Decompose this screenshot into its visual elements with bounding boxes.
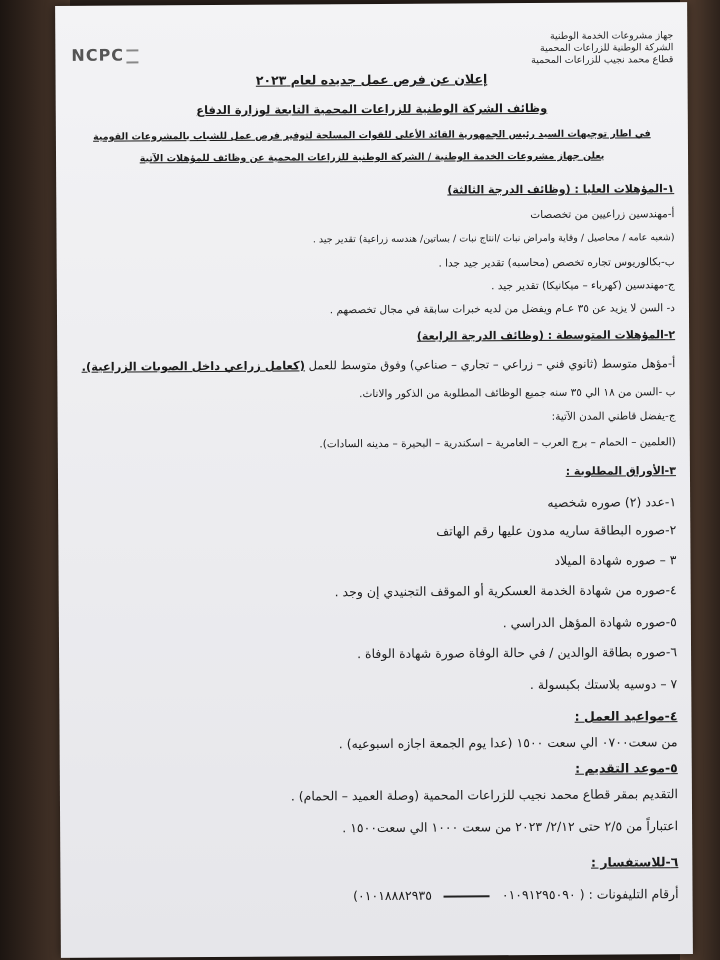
section1-line: ب-بكالوريوس تجاره تخصص (محاسبه) تقدير جيد جدا . <box>438 256 675 270</box>
section4-heading: ٤-مواعيد العمل : <box>574 708 678 724</box>
section1-line: (شعبه عامه / محاصيل / وقاية وامراض نبات /انتاج نبات / بساتين/ هندسه زراعية) تقدير جيد . <box>312 232 675 246</box>
jobs-title: وظائف الشركة الوطنية للزراعات المحمية التابعة لوزارة الدفاع <box>196 100 548 118</box>
work-hours: من سعت٠٧٠٠ الي سعت ١٥٠٠ (عدا يوم الجمعة اجازه اسبوعيه) . <box>338 734 678 752</box>
document-page <box>55 2 693 958</box>
org-line: قطاع محمد نجيب للزراعات المحمية <box>531 54 674 67</box>
section5-heading: ٥-موعد التقديم : <box>575 760 678 776</box>
phone-number: ٠١٠١٨٨٨٢٩٣٥) <box>353 887 432 904</box>
section1-line: ج-مهندسين (كهرباء – ميكانيكا) تقدير جيد . <box>491 279 675 293</box>
section2-line-a: أ-مؤهل متوسط (ثانوي فني – زراعي – تجاري – صناعي) وفوق متوسط للعمل (كعامل زراعي داخل الصوبات الزراعية). <box>81 356 676 374</box>
dash-separator <box>444 895 490 897</box>
phone-numbers: أرقام التليفونات : ( ٠١٠٩١٢٩٥٠٩٠ ٠١٠١٨٨٨٢٩٣٥) <box>353 886 679 904</box>
required-doc-item: ٢-صوره البطاقة ساريه مدون عليها رقم الهاتف <box>436 522 677 539</box>
intro-line: يعلن جهاز مشروعات الخدمة الوطنية / الشركة الوطنية للزراعات المحمية عن وظائف للمؤهلات الآتية <box>139 150 605 165</box>
section2-line: ج-يفضل قاطني المدن الآتية: <box>551 410 676 423</box>
required-doc-item: ٥-صوره شهادة المؤهل الدراسي . <box>502 614 677 631</box>
org-line: الشركة الوطنية للزراعات المحمية <box>539 42 674 54</box>
section1-line: أ-مهندسين زراعيين من تخصصات <box>530 208 675 222</box>
ncpc-logo: NCPC <box>71 45 138 64</box>
application-dates: اعتباراً من ٢/٥ حتى ٢/١٢/ ٢٠٢٣ من سعت ١٠٠٠ الي سعت١٥٠٠ . <box>342 818 679 836</box>
section3-heading: ٣-الأوراق المطلوبة : <box>565 464 676 478</box>
section1-line: د- السن لا يزيد عن ٣٥ عـام ويفضل من لديه خبرات سابقة في مجال تخصصهم . <box>329 302 675 317</box>
section2-line: (العلمين – الحمام – برج العرب – العامرية – اسكندرية – البحيرة – مدينه السادات). <box>319 436 676 451</box>
section2-line: ب -السن من ١٨ الي ٣٥ سنه جميع الوظائف المطلوبة من الذكور والاناث. <box>359 386 676 401</box>
section6-heading: ٦-للاستفسار : <box>590 854 679 870</box>
application-location: التقديم بمقر قطاع محمد نجيب للزراعات المحمية (وصلة العميد – الحمام) . <box>290 786 678 804</box>
section2-heading: ٢-المؤهلات المتوسطة : (وظائف الدرجة الرابعة) <box>416 328 676 343</box>
required-doc-item: ٦-صوره بطاقة الوالدين / في حالة الوفاة صورة شهادة الوفاة . <box>357 644 678 662</box>
section2-highlight: (كعامل زراعي داخل الصوبات الزراعية). <box>81 358 305 374</box>
section1-heading: ١-المؤهلات العليا : (وظائف الدرجة الثالثة) <box>447 182 675 197</box>
org-line: جهاز مشروعات الخدمة الوطنية <box>549 30 674 42</box>
directives-line: في اطار توجيهات السيد رئيس الجمهورية القائد الأعلى للقوات المسلحة لتوفير فرص عمل للشباب بالمشروعات القومية <box>93 128 651 143</box>
required-doc-item: ٧ – دوسيه بلاستك بكبسولة . <box>529 676 678 693</box>
announcement-title: إعلان عن فرص عمل جديده لعام ٢٠٢٣ <box>255 71 488 88</box>
required-doc-item: ١-عدد (٢) صوره شخصيه <box>547 494 677 510</box>
logo-mark-icon <box>126 49 138 63</box>
required-doc-item: ٣ – صوره شهادة الميلاد <box>554 552 677 568</box>
organization-header <box>531 30 673 67</box>
phone-number: ٠١٠٩١٢٩٥٠٩٠ <box>501 886 576 903</box>
required-doc-item: ٤-صوره من شهادة الخدمة العسكرية أو الموقف التجنيدي إن وجد . <box>334 582 677 600</box>
